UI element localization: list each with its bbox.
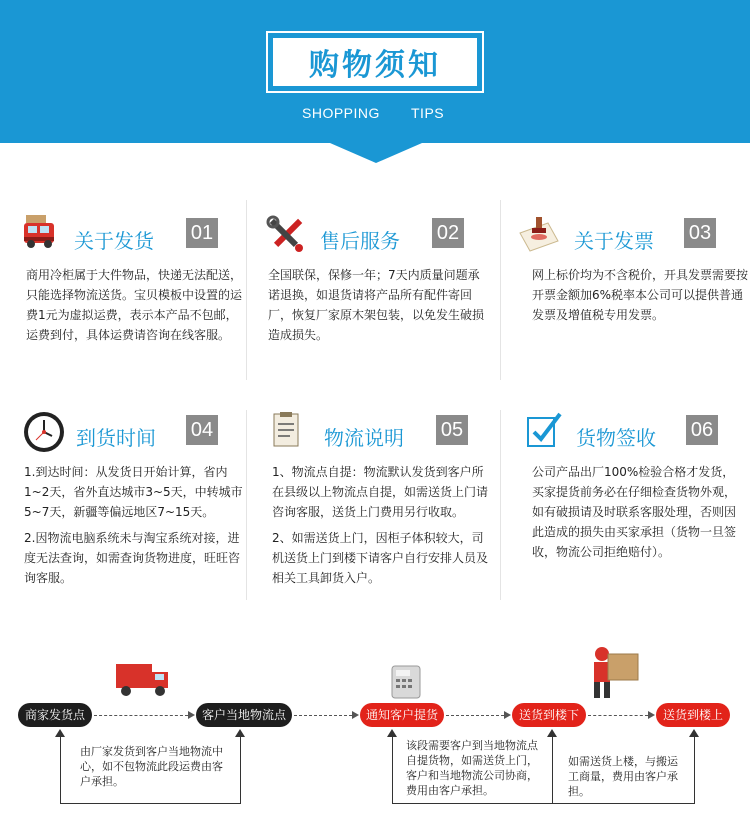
card-header: [264, 213, 498, 259]
title-frame: [266, 31, 484, 93]
flow-step-merchant: 商家发货点: [18, 703, 92, 727]
card-number: 03: [684, 218, 716, 248]
bracket-arrow-icon: [55, 729, 65, 737]
flow-connector: [294, 715, 352, 716]
card-body: [532, 265, 750, 331]
card-header: [518, 213, 750, 259]
column-divider: [500, 200, 501, 380]
card-body: [26, 265, 248, 351]
card-header: [22, 410, 256, 456]
card-header: [22, 213, 256, 259]
delivery-truck-icon: [114, 660, 172, 704]
subtitle-shopping: SHOPPING: [302, 105, 380, 121]
flow-step-local-logistics: 客户当地物流点: [196, 703, 292, 727]
card-body: [272, 462, 494, 594]
flow-arrow-icon: [352, 711, 359, 719]
card-paragraph: 2.因物流电脑系统未与淘宝系统对接，进度无法查询，如需查询货物进度，旺旺咨询客服。: [24, 531, 241, 585]
flow-note-1: 由厂家发货到客户当地物流中心，如不包物流此段运费由客户承担。: [80, 745, 223, 788]
card-title: 售后服务: [320, 229, 400, 253]
card-number: 05: [436, 415, 468, 445]
invoice-stamp-icon: [518, 213, 558, 253]
card-paragraph: 全国联保，保修一年；7天内质量问题承诺退换，如退货请将产品所有配件寄回厂，恢复厂家原木架包装，以免发生破损造成损失。: [268, 268, 485, 342]
card-title: 关于发货: [74, 229, 154, 253]
card-number: 02: [432, 218, 464, 248]
flow-arrow-icon: [188, 711, 195, 719]
delivery-worker-icon: [584, 644, 644, 706]
flow-step-upstairs: 送货到楼上: [656, 703, 730, 727]
card-header: [268, 410, 502, 456]
card-number: 06: [686, 415, 718, 445]
clock-icon: [22, 410, 62, 450]
flow-arrow-icon: [648, 711, 655, 719]
checkmark-document-icon: [524, 410, 564, 450]
clipboard-icon: [268, 410, 308, 450]
bracket-line: [392, 736, 393, 804]
header-pointer: [330, 143, 422, 163]
bracket-line: [694, 736, 695, 804]
bracket-line: [60, 803, 241, 804]
title-plate: [273, 38, 477, 86]
card-title: 货物签收: [576, 426, 656, 450]
card-paragraph: 网上标价均为不含税价，开具发票需要按开票金额加6%税率本公司可以提供普通发票及增值税专用发票。: [532, 268, 749, 322]
card-paragraph: 1.到达时间：从发货日开始计算，省内1~2天，省外直达城市3~5天，中转城市5~7天，新疆等偏远地区7~15天。: [24, 465, 243, 519]
flow-connector: [94, 715, 188, 716]
tools-icon: [264, 213, 304, 253]
card-body: [24, 462, 248, 594]
card-title: 物流说明: [324, 426, 404, 450]
bracket-arrow-icon: [387, 729, 397, 737]
bracket-arrow-icon: [689, 729, 699, 737]
card-paragraph: 公司产品出厂100%检验合格才发货，买家提货前务必在仔细检查货物外观，如有破损请及时联系客服处理，否则因此造成的损失由买家承担（货物一旦签收，物流公司拒绝赔付）。: [532, 465, 737, 559]
card-paragraph: 2、如需送货上门，因柜子体积较大，司机送货上门到楼下请客户自行安排人员及相关工具卸货入户。: [272, 531, 489, 585]
bracket-line: [240, 736, 241, 804]
card-title: 关于发票: [574, 229, 654, 253]
card-number: 04: [186, 415, 218, 445]
bracket-line: [60, 736, 61, 804]
card-body: [532, 462, 742, 568]
bracket-line: [552, 803, 695, 804]
subtitle-tips: TIPS: [411, 105, 445, 121]
flow-step-downstairs: 送货到楼下: [512, 703, 586, 727]
card-number: 01: [186, 218, 218, 248]
bracket-arrow-icon: [235, 729, 245, 737]
bracket-line: [392, 803, 553, 804]
page-title: 购物须知: [309, 48, 441, 83]
flow-connector: [446, 715, 504, 716]
card-body: [268, 265, 490, 351]
flow-note-3: 如需送货上楼，与搬运工商量，费用由客户承担。: [568, 755, 678, 798]
flow-note-2: 该段需要客户到当地物流点自提货物，如需送货上门，客户和当地物流公司协商，费用由客户承担。: [406, 739, 538, 797]
flow-connector: [588, 715, 648, 716]
card-paragraph: 1、物流点自提：物流默认发货到客户所在县级以上物流点自提，如需送货上门请咨询客服，送货上门费用另行收取。: [272, 465, 489, 519]
flow-arrow-icon: [504, 711, 511, 719]
bracket-line: [552, 736, 553, 804]
card-title: 到货时间: [76, 426, 156, 450]
card-header: [524, 410, 750, 456]
card-paragraph: 商用冷柜属于大件物品，快递无法配送，只能选择物流送货。宝贝模板中设置的运费1元为虚拟运费，表示本产品不包邮，运费到付，具体运费请咨询在线客服。: [26, 268, 243, 342]
truck-icon: [22, 213, 62, 253]
flow-step-notify: 通知客户提货: [360, 703, 444, 727]
telephone-icon: [390, 664, 422, 704]
